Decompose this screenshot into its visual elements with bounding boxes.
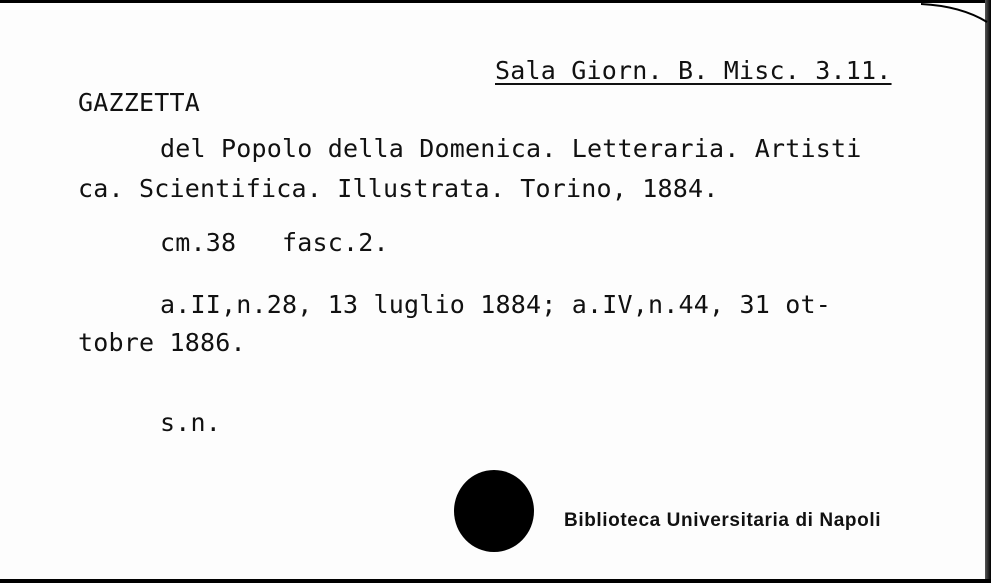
title-line-1: del Popolo della Domenica. Letteraria. Artisti [160,134,862,163]
title-line-2: ca. Scientifica. Illustrata. Torino, 1884. [78,174,719,203]
physical-description: cm.38 fasc.2. [160,228,389,257]
publisher-note: s.n. [160,408,222,437]
entry-heading: GAZZETTA [78,88,201,117]
scan-edge-bottom [0,579,991,583]
holdings-line-1: a.II,n.28, 13 luglio 1884; a.IV,n.44, 31 ot- [160,290,832,319]
corner-curl-mark [921,0,991,40]
holdings-line-2: tobre 1886. [78,328,246,357]
scan-edge-right [985,0,991,583]
library-stamp-text: Biblioteca Universitaria di Napoli [564,510,882,531]
scan-edge-top [0,0,991,3]
library-stamp-dot [454,470,534,552]
shelfmark: Sala Giorn. B. Misc. 3.11. [495,56,892,85]
